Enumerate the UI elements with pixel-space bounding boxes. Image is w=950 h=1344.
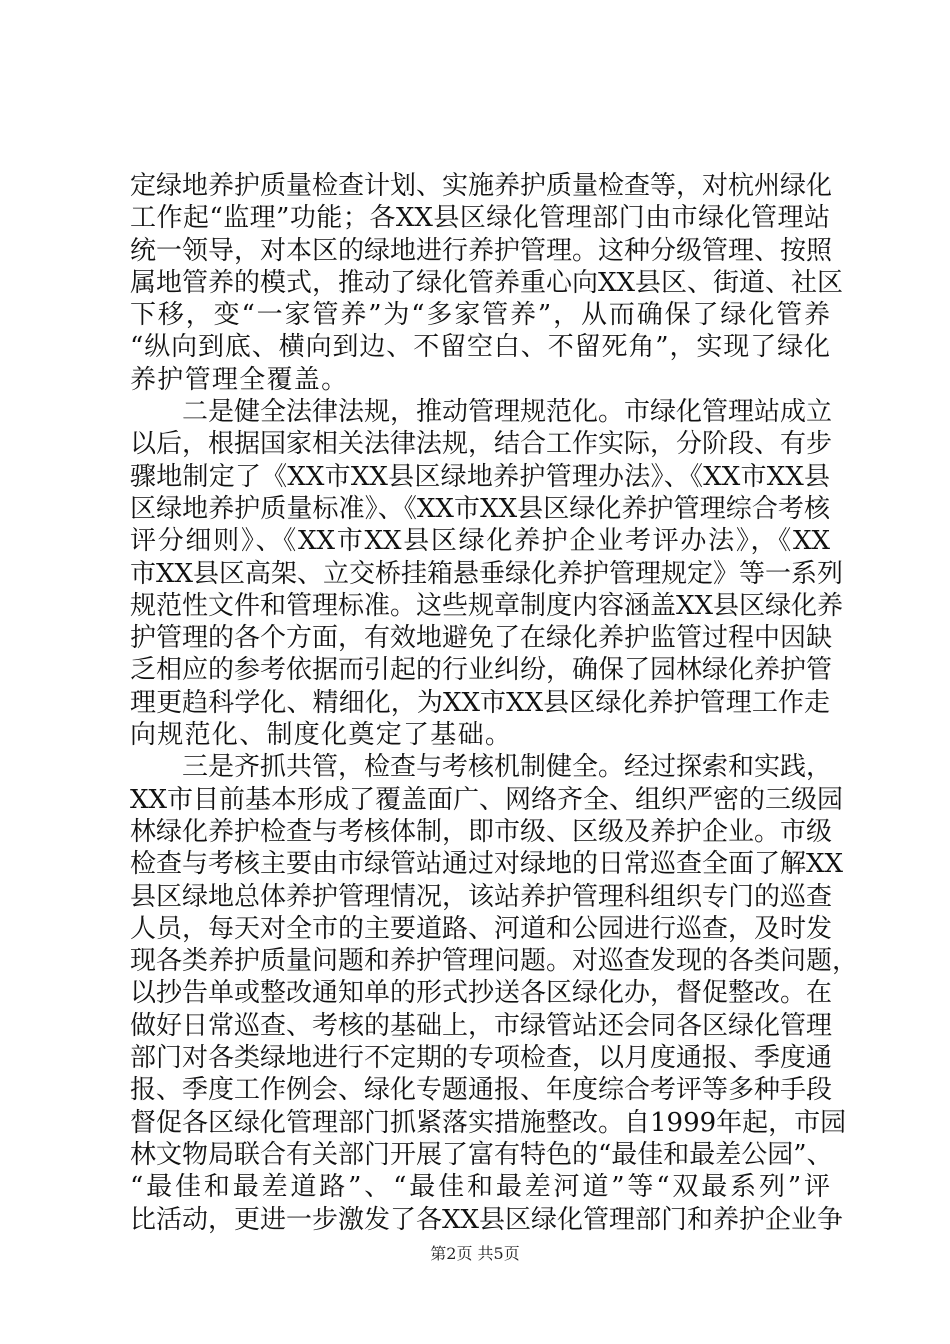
text-line: 部门对各类绿地进行不定期的专项检查，以月度通报、季度通 (130, 1043, 833, 1074)
text-line: 评分细则》、《XX市XX县区绿化养护企业考评办法》，《XX (130, 526, 830, 557)
text-line: 林绿化养护检查与考核体制，即市级、区级及养护企业。市级 (130, 816, 833, 847)
text-line: 督促各区绿化管理部门抓紧落实措施整改。自1999年起，市园 (130, 1107, 847, 1138)
text-line: 以抄告单或整改通知单的形式抄送各区绿化办，督促整改。在 (130, 978, 833, 1009)
text-line: 理更趋科学化、精细化，为XX市XX县区绿化养护管理工作走 (130, 687, 830, 718)
text-line: 统一领导，对本区的绿地进行养护管理。这种分级管理、按照 (130, 235, 833, 266)
text-line: 规范性文件和管理标准。这些规章制度内容涵盖XX县区绿化养 (130, 590, 844, 621)
paragraph-first-line: 三是齐抓共管，检查与考核机制健全。经过探索和实践， (182, 752, 833, 783)
text-line: 报、季度工作例会、绿化专题通报、年度综合考评等多种手段 (130, 1075, 833, 1106)
text-line: 工作起“监理”功能；各XX县区绿化管理部门由市绿化管理站 (130, 203, 830, 234)
page-number-footer: 第2页 共5页 (430, 1244, 520, 1263)
text-line: 骤地制定了《XX市XX县区绿地养护管理办法》、《XX市XX县 (130, 461, 830, 492)
text-line: 市XX县区高架、立交桥挂箱悬垂绿化养护管理规定》等一系列 (130, 558, 844, 589)
text-line: 做好日常巡查、考核的基础上，市绿管站还会同各区绿化管理 (130, 1010, 833, 1041)
text-line: 人员，每天对全市的主要道路、河道和公园进行巡查，及时发 (130, 913, 833, 944)
text-line: 县区绿地总体养护管理情况，该站养护管理科组织专门的巡查 (130, 881, 833, 912)
text-line: 现各类养护质量问题和养护管理问题。对巡查发现的各类问题， (130, 946, 859, 977)
text-line: 护管理的各个方面，有效地避免了在绿化养护监管过程中因缺 (130, 623, 833, 654)
text-line: 下移，变“一家管养”为“多家管养”，从而确保了绿化管养 (130, 300, 830, 331)
text-line: 定绿地养护质量检查计划、实施养护质量检查等，对杭州绿化 (130, 171, 833, 201)
text-line: “纵向到底、横向到边、不留空白、不留死角”，实现了绿化 (130, 332, 830, 363)
text-line: 向规范化、制度化奠定了基础。 (130, 720, 513, 751)
document-body (130, 170, 859, 1236)
text-line: 属地管养的模式，推动了绿化管养重心向XX县区、街道、社区 (130, 267, 844, 298)
text-line: “最佳和最差道路”、“最佳和最差河道”等“双最系列”评 (130, 1172, 830, 1203)
text-line: 以后，根据国家相关法律法规，结合工作实际，分阶段、有步 (130, 429, 833, 460)
text-line: 检查与考核主要由市绿管站通过对绿地的日常巡查全面了解XX (130, 849, 844, 880)
text-line: 林文物局联合有关部门开展了富有特色的“最佳和最差公园”、 (130, 1139, 833, 1170)
text-line: 区绿地养护质量标准》、《XX市XX县区绿化养护管理综合考核 (130, 493, 830, 524)
paragraph-first-line: 二是健全法律法规，推动管理规范化。市绿化管理站成立 (182, 397, 833, 428)
text-line: 乏相应的参考依据而引起的行业纠纷，确保了园林绿化养护管 (130, 655, 833, 686)
text-line: XX市目前基本形成了覆盖面广、网络齐全、组织严密的三级园 (130, 784, 844, 815)
text-line: 养护管理全覆盖。 (130, 364, 349, 395)
text-line: 比活动，更进一步激发了各XX县区绿化管理部门和养护企业争 (130, 1204, 844, 1235)
